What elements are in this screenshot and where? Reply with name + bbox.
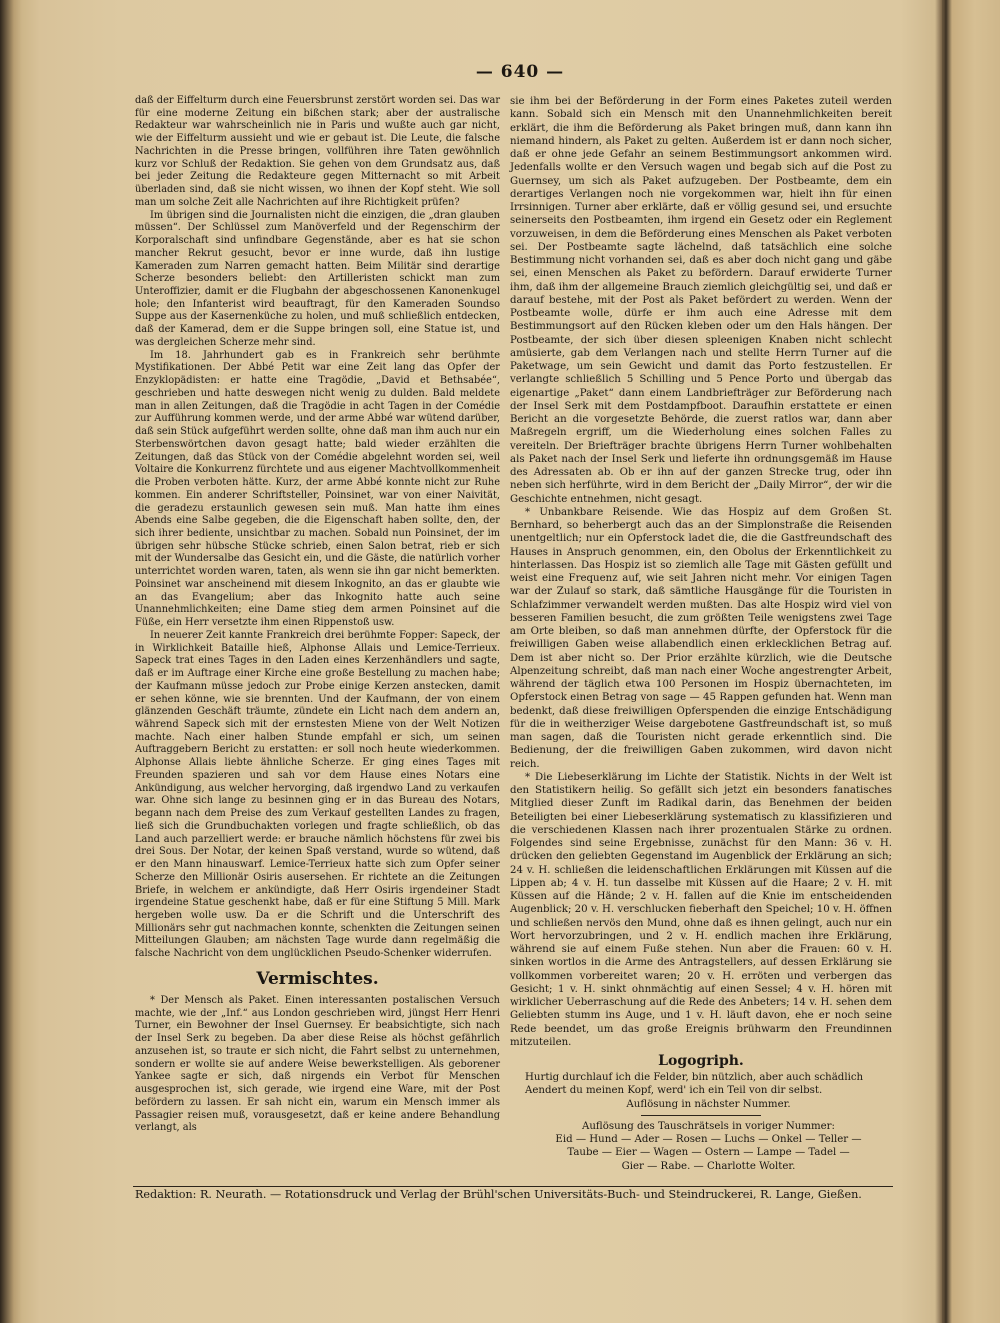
left-column [135,95,500,1135]
article-paragraph: * Der Mensch als Paket. Einen interessanten postalischen Versuch machte, wie der „Inf.“ aus London geschrieben wird, jüngst Herr Henri Turner, ein Bewohner der Insel Guernsey. Er beabsichtigte, sich nach der Insel Serk zu begeben. Da aber diese Reise als höchst gefährlich anzusehen ist, so traute er sich nicht, die Fahrt selbst zu unternehmen, sondern er wollte sie auf andere Weise bewerkstelligen. Als geborener Yankee sagte er sich, daß nirgends ein Verbot für Menschen ausgesprochen ist, sich gerade, wie irgend eine Ware, mit der Post befördern zu lassen. Er sah nicht ein, warum ein Mensch immer als Passagier reisen muß, vorausgesetzt, daß er keine andere Behandlung verlangt, als [135,994,500,1134]
solution-line: Eid — Hund — Ader — Rosen — Luchs — Onkel — Teller — [555,1134,862,1145]
solution-line: Taube — Eier — Wagen — Ostern — Lampe — Tadel — [567,1147,850,1159]
riddle-line: Aendert du meinen Kopf, werd' ich ein Teil von dir selbst. [525,1085,823,1097]
article-paragraph: * Unbankbare Reisende. Wie das Hospiz auf dem Großen St. Bernhard, so beherbergt auch das an der Simplonstraße die Reisenden unentgeltlich; nur ein Opferstock ladet die, die die Gastfreundschaft des Hauses in Anspruch genommen, ein, den Obolus der Erkenntlichkeit zu hinterlassen. Das Hospiz ist so ziemlich alle Tage mit Gästen gefüllt und weist eine Frequenz auf, wie seit Jahren nicht mehr. Vor einigen Tagen war der Zulauf so stark, daß sämtliche Hausgänge für die Touristen in Schlafzimmer verwandelt werden mußten. Das alte Hospiz wird viel von besseren Familien besucht, die zum größten Teile wenigstens zwei Tage am Orte bleiben, so daß man annehmen dürfte, der Opferstock für die freiwilligen Gaben weise allabendlich einen erklecklichen Betrag auf. Dem ist aber nicht so. Der Prior erzählte kürzlich, wie die Deutsche Alpenzeitung schreibt, daß man nach einer Woche angestrengter Arbeit, während der täglich etwa 100 Personen im Hospiz übernachteten, im Opferstock einen Betrag von sage — 45 Rappen gefunden hat. Wenn man bedenkt, daß diese freiwilligen Opferspenden die einzige Entschädigung für die in weitherziger Weise dargebotene Gastfreundschaft ist, so muß man sagen, daß die Touristen nicht gerade erkenntlich sind. Die Bedienung, der die freiwilligen Gaben zukommen, wird davon nicht reich. [510,506,892,770]
solution-line: Gier — Rabe. — Charlotte Wolter. [621,1160,796,1172]
footer-rule [133,1186,893,1187]
divider [641,1115,761,1116]
article-paragraph: daß der Eiffelturm durch eine Feuersbrunst zerstört worden sei. Das war für eine moderne Zeitung ein bißchen stark; aber der australische Redakteur war wahrscheinlich nie in Paris und wußte auch gar nicht, wie der Eiffelturm aussieht und wie er gebaut ist. Die Leute, die falsche Nachrichten in die Presse bringen, vollführen ihre Taten gewöhnlich kurz vor Schluß der Redaktion. Sie gehen von dem Grundsatz aus, daß bei jeder Zeitung die Redakteure gegen Mitternacht so mit Arbeit überladen sind, daß sie nicht wissen, wo ihnen der Kopf steht. Wie soll man um solche Zeit alle Nachrichten auf ihre Richtigkeit prüfen? [135,95,500,208]
article-paragraph: sie ihm bei der Beförderung in der Form eines Paketes zuteil werden kann. Sobald sich ein Mensch mit den Unannehmlichkeiten bereit erklärt, die ihm die Beförderung als Paket bringen muß, dann kann ihn niemand hindern, als Paket zu gelten. Außerdem ist er dann noch sicher, daß er ohne jede Gefahr an seinem Bestimmungsort ankommen wird. Jedenfalls wollte er den Versuch wagen und begab sich auf die Post zu Guernsey, um sich als Paket aufzugeben. Der Postbeamte, dem ein derartiges Verlangen noch nie vorgekommen war, hielt ihn für einen Irrsinnigen. Turner aber erklärte, daß er völlig gesund sei, und ersuchte seinerseits den Postbeamten, ihm irgend ein Gesetz oder ein Reglement vorzuweisen, in dem die Beförderung eines Menschen als Paket verboten sei. Der Postbeamte sagte lächelnd, daß tatsächlich eine solche Bestimmung nicht vorhanden sei, daß es aber doch nicht gang und gäbe sei, einen Menschen als Paket zu befördern. Darauf erwiderte Turner ihm, daß ihm der allgemeine Brauch ziemlich gleichgültig sei, und daß er darauf bestehe, mit der Post als Paket befördert zu werden. Wenn der Postbeamte wolle, dürfe er ihm auch eine Adresse mit dem Bestimmungsort auf den Rücken kleben oder um den Hals hängen. Der Postbeamte, der sich über diesen spleenigen Knaben nicht schlecht amüsierte, gab dem Verlangen nach und stellte Herrn Turner auf die Paketwage, um sein Gewicht und damit das Porto festzustellen. Er verlangte schließlich 5 Schilling und 5 Pence Porto und übergab das eigenartige „Paket“ dann einem Landbriefträger zur Beförderung nach der Insel Serk mit dem Postdampfboot. Daraufhin erstattete er einen Bericht an die vorgesetzte Behörde, die zuerst ratlos war, dann aber Maßregeln ergriff, um die Wiederholung eines solchen Falles zu vereiteln. Der Briefträger brachte übrigens Herrn Turner wohlbehalten als Paket nach der Insel Serk und lieferte ihn ordnungsgemäß im Hause des Adressaten ab. Ob er ihn auf der ganzen Strecke trug, oder ihn neben sich herführte, wird in dem Bericht der „Daily Mirror“, der wir die Geschichte entnehmen, nicht gesagt. [510,96,892,505]
section-heading: Vermischtes. [256,968,379,989]
imprint-footer: Redaktion: R. Neurath. — Rotationsdruck und Verlag der Brühl'schen Universitäts-Buch- und Steindruckerei, R. Lange, Gießen. [135,1188,862,1201]
page-number: — 640 — [475,62,565,82]
article-paragraph: Im übrigen sind die Journalisten nicht die einzigen, die „dran glauben müssen“. Der Schlüssel zum Manöverfeld und der Regenschirm der Korporalschaft sind unfindbare Gegenstände, aber es hat sie schon mancher Rekrut gesucht, bevor er inne wurde, daß ihn lustige Kameraden zum Narren gemacht hatten. Beim Militär sind derartige Scherze besonders beliebt: den Artilleristen schickt man zum Unteroffizier, damit er die Flugbahn der abgeschossenen Kanonenkugel hole; den Infanterist wird beauftragt, für den Kameraden Soundso Suppe aus der Kasernenküche zu holen, und muß schließlich entdecken, daß der Kamerad, dem er die Suppe bringen soll, eine Statue ist, und was dergleichen Scherze mehr sind. [135,209,500,348]
article-paragraph: In neuerer Zeit kannte Frankreich drei berühmte Fopper: Sapeck, der in Wirklichkeit Bataille hieß, Alphonse Allais und Lemice-Terrieux. Sapeck trat eines Tages in den Laden eines Kerzenhändlers und sagte, daß er im Auftrage einer Kirche eine große Bestellung zu machen habe; der Kaufmann müsse jedoch zur Probe einige Kerzen anstecken, damit er sehen könne, wie sie brennten. Und der Kaufmann, der von einem glänzenden Geschäft träumte, zündete ein Licht nach dem andern an, während Sapeck sich mit der ernstesten Miene von der Welt Notizen machte. Nach einer halben Stunde empfahl er sich, um seinen Auftraggebern Bericht zu erstatten: er soll noch heute wiederkommen. Alphonse Allais liebte ähnliche Scherze. Er ging eines Tages mit Freunden spazieren und sah vor dem Hause eines Notars eine Ankündigung, aus welcher hervorging, daß irgendwo Land zu verkaufen war. Ohne sich lange zu besinnen ging er in das Bureau des Notars, begann nach dem Preise des zum Verkauf gestellten Landes zu fragen, ließ sich die Grundbuchakten vorlegen und fragte schließlich, ob das Land auch parzelliert werde: er brauche nämlich höchstens für zwei bis drei Sous. Der Notar, der keinen Spaß verstand, wurde so wütend, daß er den Mann hinauswarf. Lemice-Terrieux hatte sich zum Opfer seiner Scherze den Millionär Osiris ausersehen. Er richtete an die Zeitungen Briefe, in welchem er ankündigte, daß Herr Osiris irgendeiner Stadt irgendeine Statue geschenkt habe, daß er für eine Stiftung 5 Mill. Mark hergeben wolle usw. Da er die Schrift und die Unterschrift des Millionärs sehr gut nachmachen konnte, schenkten die Zeitungen seinen Mitteilungen Glauben; am nächsten Tage wurde dann regelmäßig die falsche Nachricht von dem unglücklichen Pseudo-Schenker widerrufen. [135,629,500,960]
page-spine [942,0,944,1323]
article-paragraph: * Die Liebeserklärung im Lichte der Statistik. Nichts in der Welt ist den Statistikern heilig. So gefällt sich jetzt ein besonders fanatisches Mitglied dieser Zunft im Radikal darin, das Benehmen der beiden Beteiligten bei einer Liebeserklärung systematisch zu klassifizieren und die verschiedenen Klassen nach ihrer prozentualen Stärke zu ordnen. Folgendes sind seine Ergebnisse, zunächst für den Mann: 36 v. H. drücken den geliebten Gegenstand im Augenblick der Erklärung an sich; 24 v. H. schließen die leidenschaftlichen Erklärungen mit Küssen auf die Lippen ab; 4 v. H. tun dasselbe mit Küssen auf die Haare; 2 v. H. mit Küssen auf die Hände; 2 v. H. fallen auf die Knie im entscheidenden Augenblick; 20 v. H. verschlucken fieberhaft den Speichel; 10 v. H. öffnen und schließen nervös den Mund, ohne daß es ihnen gelingt, auch nur ein Wort hervorzubringen, und 2 v. H. endlich machen ihre Erklärung, während sie auf einem Fuße stehen. Nun aber die Frauen: 60 v. H. sinken wortlos in die Arme des Antragstellers, auf dessen Erklärung sie vollkommen vorbereitet waren; 20 v. H. erröten und verbergen das Gesicht; 1 v. H. sinkt ohnmächtig auf einen Sessel; 4 v. H. hören mit wirklicher Ueberraschung auf die Rede des Anbeters; 14 v. H. sehen dem Geliebten stumm ins Auge, und 1 v. H. läuft davon, ehe er noch seine Rede beendet, um das große Ereignis brühwarm den Freundinnen mitzuteilen. [510,771,892,1048]
solution-title: Auflösung des Tauschrätsels in voriger Nummer: [582,1120,835,1132]
right-column [510,95,892,1173]
riddle-line: Hurtig durchlauf ich die Felder, bin nützlich, aber auch schädlich [525,1072,864,1083]
article-paragraph: Im 18. Jahrhundert gab es in Frankreich sehr berühmte Mystifikationen. Der Abbé Petit war eine Zeit lang das Opfer der Enzyklopädisten: er hatte eine Tragödie, „David et Bethsabée“, geschrieben und hatte deswegen nicht wenig zu dulden. Bald meldete man in allen Zeitungen, daß die Tragödie in acht Tagen in der Comédie zur Aufführung kommen werde, und der arme Abbé war wütend darüber, daß sein Stück aufgeführt werden sollte, ohne daß man ihm auch nur ein Sterbenswörtchen davon gesagt hatte; bald wieder erzählten die Zeitungen, daß das Stück von der Comédie abgelehnt worden sei, weil Voltaire die Konkurrenz fürchtete und aus eigener Machtvollkommenheit die Proben verboten hätte. Kurz, der arme Abbé konnte nicht zur Ruhe kommen. Ein anderer Schriftsteller, Poinsinet, war von einer Naivität, die geradezu erstaunlich gewesen sein muß. Man hatte ihm eines Abends eine Salbe gegeben, die die Eigenschaft haben sollte, den, der sich ihrer bediente, unsichtbar zu machen. Sobald nun Poinsinet, der im übrigen sehr hübsche Stücke schrieb, einen Salon betrat, rieb er sich mit der Wundersalbe das Gesicht ein, und die Gäste, die natürlich vorher unterrichtet worden waren, taten, als wenn sie ihn gar nicht bemerkten. Poinsinet war anscheinend mit diesem Inkognito, an das er glaubte wie an das Evangelium; aber das Inkognito hatte auch seine Unannehmlichkeiten; eine Dame stieg dem armen Poinsinet auf die Füße, ein Herr versetzte ihm einen Rippenstoß usw. [135,349,500,629]
logogriph-heading: Logogriph. [658,1053,744,1069]
riddle-note: Auflösung in nächster Nummer. [626,1098,791,1110]
